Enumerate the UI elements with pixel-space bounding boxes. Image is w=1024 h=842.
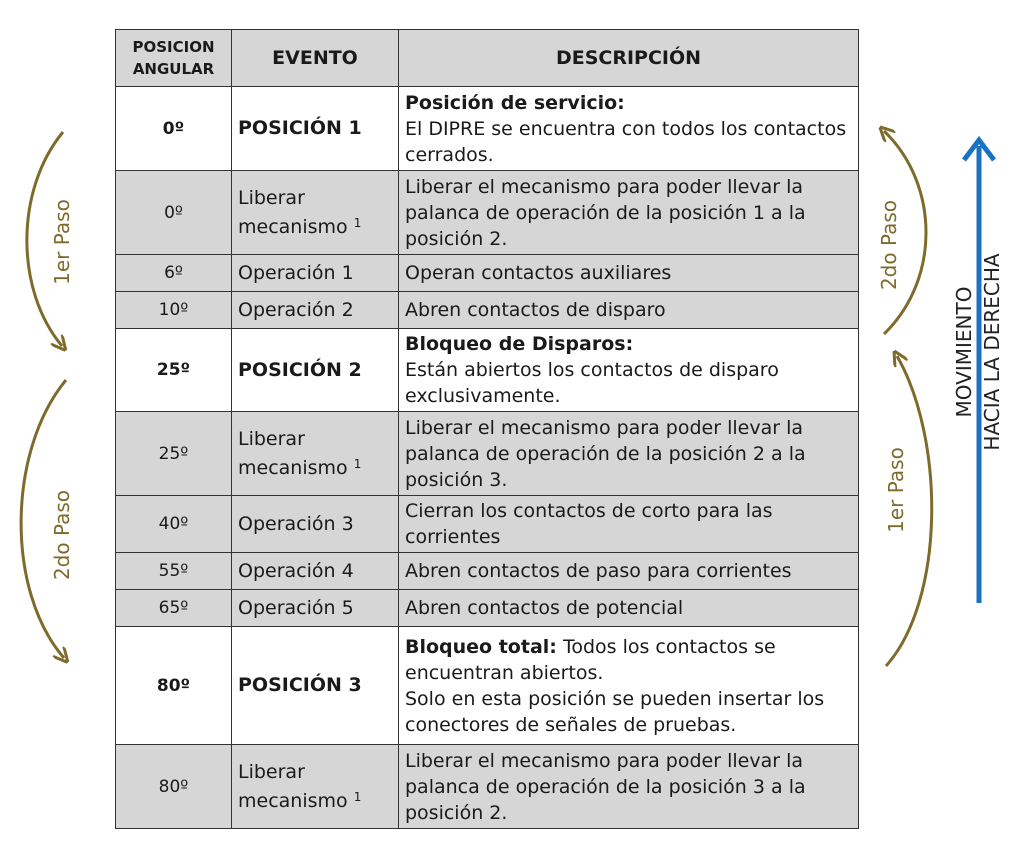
angle-cell: 25º xyxy=(116,329,232,412)
angle-cell: 65º xyxy=(116,590,232,627)
angle-cell: 10º xyxy=(116,292,232,329)
angle-cell: 0º xyxy=(116,171,232,255)
event-cell: Operación 5 xyxy=(232,590,399,627)
footnote-marker: 1 xyxy=(353,456,362,471)
left-step1-label: 1er Paso xyxy=(50,199,74,285)
left-step2-label: 2do Paso xyxy=(50,489,74,581)
description-cell: Abren contactos de potencial xyxy=(399,590,859,627)
header-description: DESCRIPCIÓN xyxy=(399,30,859,87)
event-cell: POSICIÓN 2 xyxy=(232,329,399,412)
angle-cell: 80º xyxy=(116,745,232,829)
angle-cell: 80º xyxy=(116,627,232,745)
event-cell: Operación 2 xyxy=(232,292,399,329)
angle-cell: 25º xyxy=(116,412,232,496)
event-cell: Liberar mecanismo $^1$ xyxy=(232,745,399,829)
description-cell: Cierran los contactos de corto para las corrientes xyxy=(399,496,859,553)
angle-cell: 55º xyxy=(116,553,232,590)
description-cell: Operan contactos auxiliares xyxy=(399,255,859,292)
movement-label-line1: MOVIMIENTO xyxy=(952,286,976,418)
footnote-marker: 1 xyxy=(353,215,362,230)
header-angle: POSICION ANGULAR xyxy=(116,30,232,87)
event-cell: POSICIÓN 3 xyxy=(232,627,399,745)
right-step2-label: 2do Paso xyxy=(877,199,901,291)
angle-cell: 0º xyxy=(116,87,232,171)
header-event: EVENTO xyxy=(232,30,399,87)
event-cell: Liberar mecanismo $^1$ xyxy=(232,412,399,496)
description-cell: Bloqueo total: Todos los contactos se encuentran abiertos. Solo en esta posición se pueden insertar los conectores de señales de pruebas. xyxy=(399,627,859,745)
event-cell: Operación 4 xyxy=(232,553,399,590)
description-cell: Liberar el mecanismo para poder llevar la palanca de operación de la posición 2 a la posición 3. xyxy=(399,412,859,496)
event-cell: POSICIÓN 1 xyxy=(232,87,399,171)
description-cell: Abren contactos de paso para corrientes xyxy=(399,553,859,590)
angle-cell: 40º xyxy=(116,496,232,553)
description-cell: Bloqueo de Disparos: Están abiertos los contactos de disparo exclusivamente. xyxy=(399,329,859,412)
description-cell: Liberar el mecanismo para poder llevar la palanca de operación de la posición 3 a la posición 2. xyxy=(399,745,859,829)
event-cell: Liberar mecanismo $^1$ xyxy=(232,171,399,255)
description-cell: Abren contactos de disparo xyxy=(399,292,859,329)
description-cell: Posición de servicio: El DIPRE se encuentra con todos los contactos cerrados. xyxy=(399,87,859,171)
footnote-marker: 1 xyxy=(353,789,362,804)
movement-label-line2: HACIA LA DERECHA xyxy=(980,253,1004,451)
event-cell: Operación 1 xyxy=(232,255,399,292)
angle-cell: 6º xyxy=(116,255,232,292)
right-step1-label: 1er Paso xyxy=(884,447,908,533)
event-cell: Operación 3 xyxy=(232,496,399,553)
description-cell: Liberar el mecanismo para poder llevar la palanca de operación de la posición 1 a la posición 2. xyxy=(399,171,859,255)
